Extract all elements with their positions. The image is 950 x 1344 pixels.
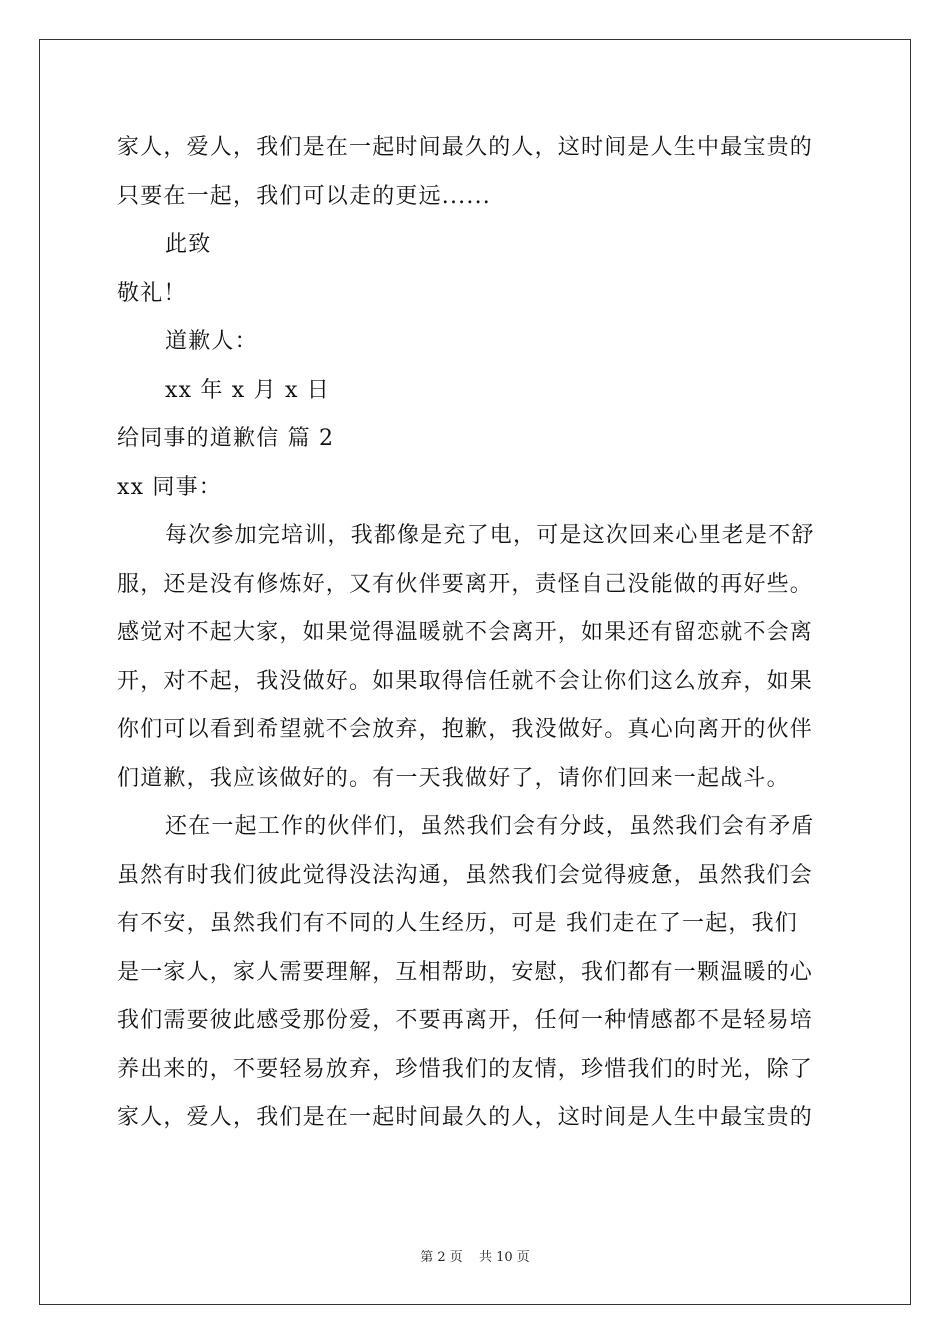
signature-label: 道歉人： bbox=[165, 329, 258, 354]
closing-salutation: 此致 bbox=[165, 232, 212, 257]
text-line-1: 家人，爱人，我们是在一起时间最久的人，这时间是人生中最宝贵的 bbox=[117, 135, 814, 160]
paragraph-2-line-5: 我们需要彼此感受那份爱，不要再离开，任何一种情感都不是轻易培 bbox=[117, 1008, 814, 1033]
page-number-current: 第 2 页 bbox=[420, 1250, 463, 1265]
page-number-total: 共 10 页 bbox=[478, 1250, 530, 1265]
paragraph-1-line-6: 们道歉，我应该做好的。有一天我做好了，请你们回来一起战斗。 bbox=[117, 765, 790, 791]
paragraph-2-line-2: 虽然有时我们彼此觉得没法沟通，虽然我们会觉得疲惫，虽然我们会 bbox=[117, 862, 814, 888]
section-heading: 给同事的道歉信 篇 2 bbox=[117, 426, 335, 451]
paragraph-2-line-1: 还在一起工作的伙伴们，虽然我们会有分歧，虽然我们会有矛盾 bbox=[165, 814, 815, 839]
paragraph-2-line-3: 有不安，虽然我们有不同的人生经历，可是 我们走在了一起，我们 bbox=[117, 911, 798, 936]
paragraph-1-line-3: 感觉对不起大家，如果觉得温暖就不会离开，如果还有留恋就不会离 bbox=[117, 620, 814, 645]
letter-greeting: xx 同事： bbox=[117, 474, 223, 500]
paragraph-1-line-4: 开，对不起，我没做好。如果取得信任就不会让你们这么放弃，如果 bbox=[117, 668, 814, 694]
paragraph-1-line-2: 服，还是没有修炼好，又有伙伴要离开，责怪自己没能做的再好些。 bbox=[117, 571, 814, 597]
page-footer bbox=[0, 1246, 950, 1265]
paragraph-2-line-6: 养出来的，不要轻易放弃，珍惜我们的友情，珍惜我们的时光，除了 bbox=[117, 1056, 814, 1082]
paragraph-1-line-1: 每次参加完培训，我都像是充了电，可是这次回来心里老是不舒 bbox=[165, 523, 815, 548]
paragraph-1-line-5: 你们可以看到希望就不会放弃，抱歉，我没做好。真心向离开的伙伴 bbox=[117, 717, 814, 742]
closing-respect: 敬礼！ bbox=[117, 280, 187, 306]
paragraph-2-line-7: 家人，爱人，我们是在一起时间最久的人，这时间是人生中最宝贵的 bbox=[117, 1105, 814, 1130]
document-body bbox=[117, 124, 837, 1143]
date-line: xx 年 x 月 x 日 bbox=[165, 377, 330, 403]
text-line-2: 只要在一起，我们可以走的更远...... bbox=[117, 183, 491, 209]
paragraph-2-line-4: 是一家人，家人需要理解，互相帮助，安慰，我们都有一颗温暖的心 bbox=[117, 959, 814, 985]
